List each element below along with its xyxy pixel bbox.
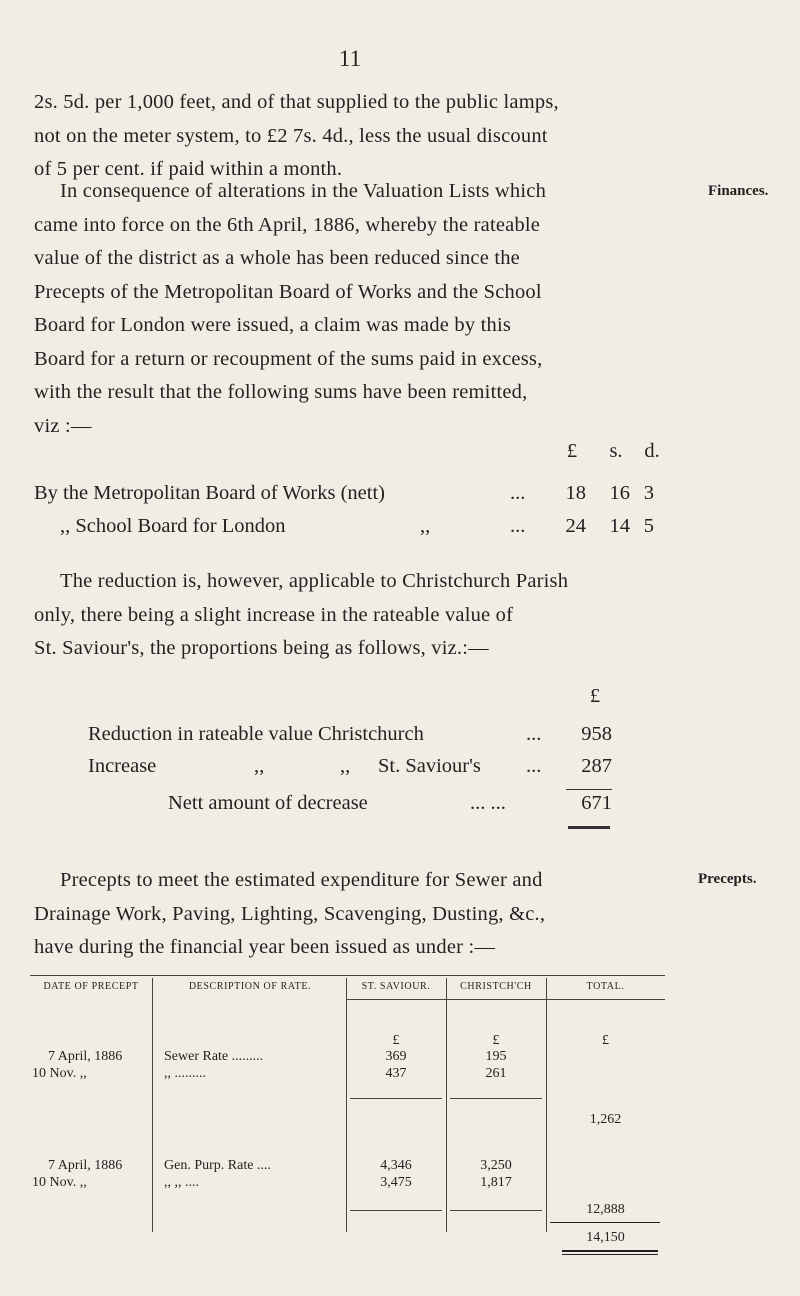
sum-rule [450,1098,542,1099]
remit-row-label: ,, School Board for London [60,515,286,537]
remit-pence: 3 [643,482,654,504]
text-line: Drainage Work, Paving, Lighting, Scavenging, Dusting, &c., [34,902,546,925]
col-header-pounds: £ [589,685,601,707]
leader-dots: ... [526,755,542,777]
cell-subtotal: 1,262 [589,1112,622,1127]
sum-rule [566,789,612,790]
margin-note-finances: Finances. [708,183,769,199]
sum-rule [350,1098,442,1099]
col-header-pounds: £ [566,440,578,462]
header-total: TOTAL. [586,981,625,992]
cell-date: 7 April, 1886 [48,1158,123,1173]
text-line: with the result that the following sums have been remitted, [34,381,528,403]
table-top-rule [30,975,665,976]
text-line: value of the district as a whole has been reduced since the [34,247,520,269]
header-bottom-rule [346,999,665,1000]
header-st-saviour: ST. SAVIOUR. [361,981,431,992]
ditto-mark: ,, [420,515,431,537]
header-date: DATE OF PRECEPT [43,981,139,992]
col-divider [446,978,447,1232]
text-line: of 5 per cent. if paid within a month. [34,158,343,180]
leader-dots: ... ... [470,792,506,814]
leader-dots: ... [510,482,526,504]
cell-date: 10 Nov. ,, [32,1175,87,1190]
double-rule [562,1250,658,1252]
cell-christchurch: 195 [485,1049,507,1064]
proportion-label: Increase [88,755,157,777]
cell-st-saviour: 4,346 [380,1158,412,1173]
paragraph-valuation [34,175,684,443]
cell-date: 7 April, 1886 [48,1049,123,1064]
leader-dots: ... [510,515,526,537]
cell-description: ,, ,, .... [164,1175,199,1190]
paragraph-reduction [34,565,684,666]
cell-christchurch: 261 [485,1066,507,1081]
cell-christchurch: 3,250 [480,1158,512,1173]
remit-pence: 5 [643,515,654,537]
sum-rule [450,1210,542,1211]
paragraph-gas-prices [34,86,684,187]
proportion-label: Reduction in rateable value Christchurch [88,723,424,745]
double-rule [562,1254,658,1255]
col-divider [346,978,347,1232]
remit-shillings: 14 [609,515,630,537]
cell-description: Sewer Rate ......... [164,1049,264,1064]
currency-symbol: £ [602,1033,609,1048]
remit-shillings: 16 [609,482,630,504]
double-rule [568,826,610,829]
cell-grand-total: 14,150 [586,1230,625,1245]
text-line: Board for a return or recoupment of the sums paid in excess, [34,347,543,370]
remit-pounds: 24 [565,515,586,537]
margin-note-precepts: Precepts. [698,871,757,887]
cell-description: ,, ......... [164,1066,206,1081]
text-line: came into force on the 6th April, 1886, whereby the rateable [34,213,541,236]
proportion-value: 287 [581,755,612,777]
currency-symbol: £ [492,1033,500,1048]
text-line: Precepts of the Metropolitan Board of Works and the School [34,280,542,303]
col-divider [546,978,547,1232]
text-line: The reduction is, however, applicable to Christchurch Parish [60,570,569,592]
ditto-mark: ,, [340,755,351,777]
col-header-shillings: s. [609,440,623,462]
proportion-total: 671 [581,792,612,814]
paragraph-precepts [34,864,684,965]
proportion-place: St. Saviour's [378,755,481,777]
text-line: only, there being a slight increase in the rateable value of [34,603,514,626]
leader-dots: ... [526,723,542,745]
cell-description: Gen. Purp. Rate .... [164,1158,271,1173]
text-line: have during the financial year been issued as under :— [34,936,496,958]
col-header-pence: d. [644,440,660,462]
text-line: viz :— [34,414,92,437]
text-line: In consequence of alterations in the Valuation Lists which [60,180,547,202]
header-description: DESCRIPTION OF RATE. [188,981,312,992]
cell-subtotal: 12,888 [586,1202,625,1217]
header-christchurch: CHRISTCH'CH [460,981,532,992]
cell-st-saviour: 369 [385,1049,407,1064]
currency-symbol: £ [392,1033,400,1048]
sum-rule [350,1210,442,1211]
proportion-value: 958 [581,723,612,745]
text-line: not on the meter system, to £2 7s. 4d., less the usual discount [34,124,548,147]
text-line: Precepts to meet the estimated expenditure for Sewer and [60,869,543,891]
remit-row-label: By the Metropolitan Board of Works (nett) [34,482,385,504]
text-line: St. Saviour's, the proportions being as follows, viz.:— [34,637,489,659]
page-number: 11 [338,46,362,71]
text-line: 2s. 5d. per 1,000 feet, and of that supplied to the public lamps, [34,91,559,113]
col-divider [152,978,153,1232]
text-line: Board for London were issued, a claim was made by this [34,314,512,336]
proportion-total-label: Nett amount of decrease [168,792,368,814]
cell-st-saviour: 437 [385,1066,407,1081]
ditto-mark: ,, [254,755,265,777]
cell-st-saviour: 3,475 [380,1175,412,1190]
remit-pounds: 18 [565,482,586,504]
cell-christchurch: 1,817 [480,1175,512,1190]
cell-date: 10 Nov. ,, [32,1066,87,1081]
sum-rule [550,1222,660,1223]
